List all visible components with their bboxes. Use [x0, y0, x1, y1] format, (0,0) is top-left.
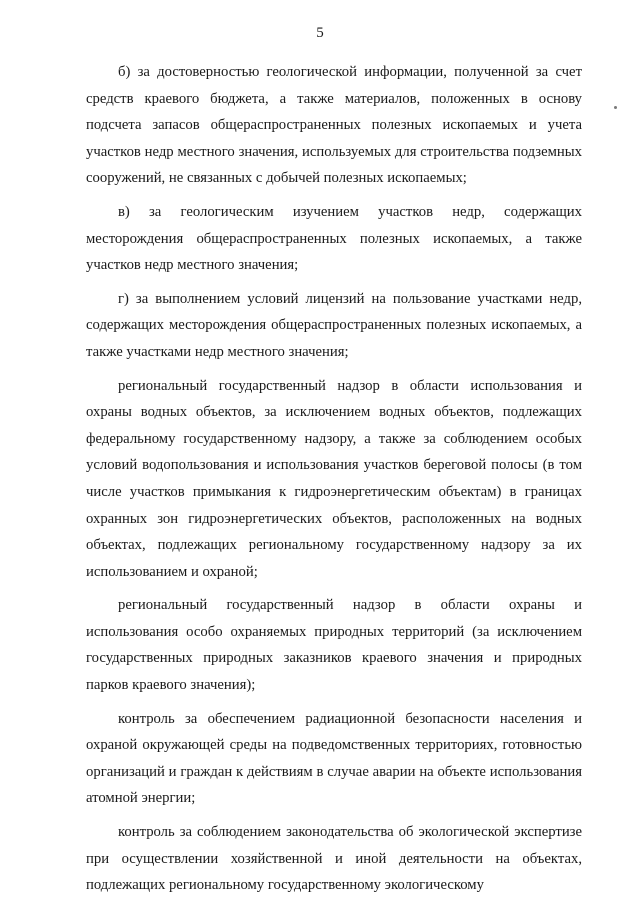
paragraph-g: г) за выполнением условий лицензий на пользование участками недр, содержащих месторождения общераспространенных полезных ископаемых, а также участками недр местного значения;: [86, 290, 582, 360]
scan-mark: [614, 106, 617, 109]
paragraph-water-supervision: региональный государственный надзор в области использования и охраны водных объектов, за исключением водных объектов, подлежащих федеральному государственному надзору, а также за соблюдением особых условий водопользования и использования участков береговой полосы (в том числе участков примыкания к гидроэнергетическим объектам) в границах охранных зон гидроэнергетических объектов, расположенных на водных объектах, подлежащих региональному государственному надзору за их использованием и охраной;: [86, 377, 582, 580]
document-body: [86, 59, 582, 899]
paragraph-protected-territories: региональный государственный надзор в области охраны и использования особо охраняемых природных территорий (за исключением государственных природных заказников краевого значения и природных парков краевого значения);: [86, 597, 582, 694]
paragraph-v: в) за геологическим изучением участков недр, содержащих месторождения общераспространенных полезных ископаемых, а также участков недр местного значения;: [86, 203, 582, 274]
paragraph-b: б) за достоверностью геологической информации, полученной за счет средств краевого бюджета, а также материалов, положенных в основу подсчета запасов общераспространенных полезных ископаемых и учета участков недр местного значения, используемых для строительства подземных сооружений, не связанных с добычей полезных ископаемых;: [86, 64, 582, 187]
page-number: 5: [316, 25, 324, 41]
paragraph-ecological-expertise: контроль за соблюдением законодательства об экологической экспертизе при осуществлении хозяйственной и иной деятельности на объектах, подлежащих региональному государственному экологическому: [86, 824, 582, 894]
paragraph-radiation-control: контроль за обеспечением радиационной безопасности населения и охраной окружающей среды на подведомственных территориях, готовностью организаций и граждан к действиям в случае аварии на объекте использования атомной энергии;: [86, 710, 582, 807]
